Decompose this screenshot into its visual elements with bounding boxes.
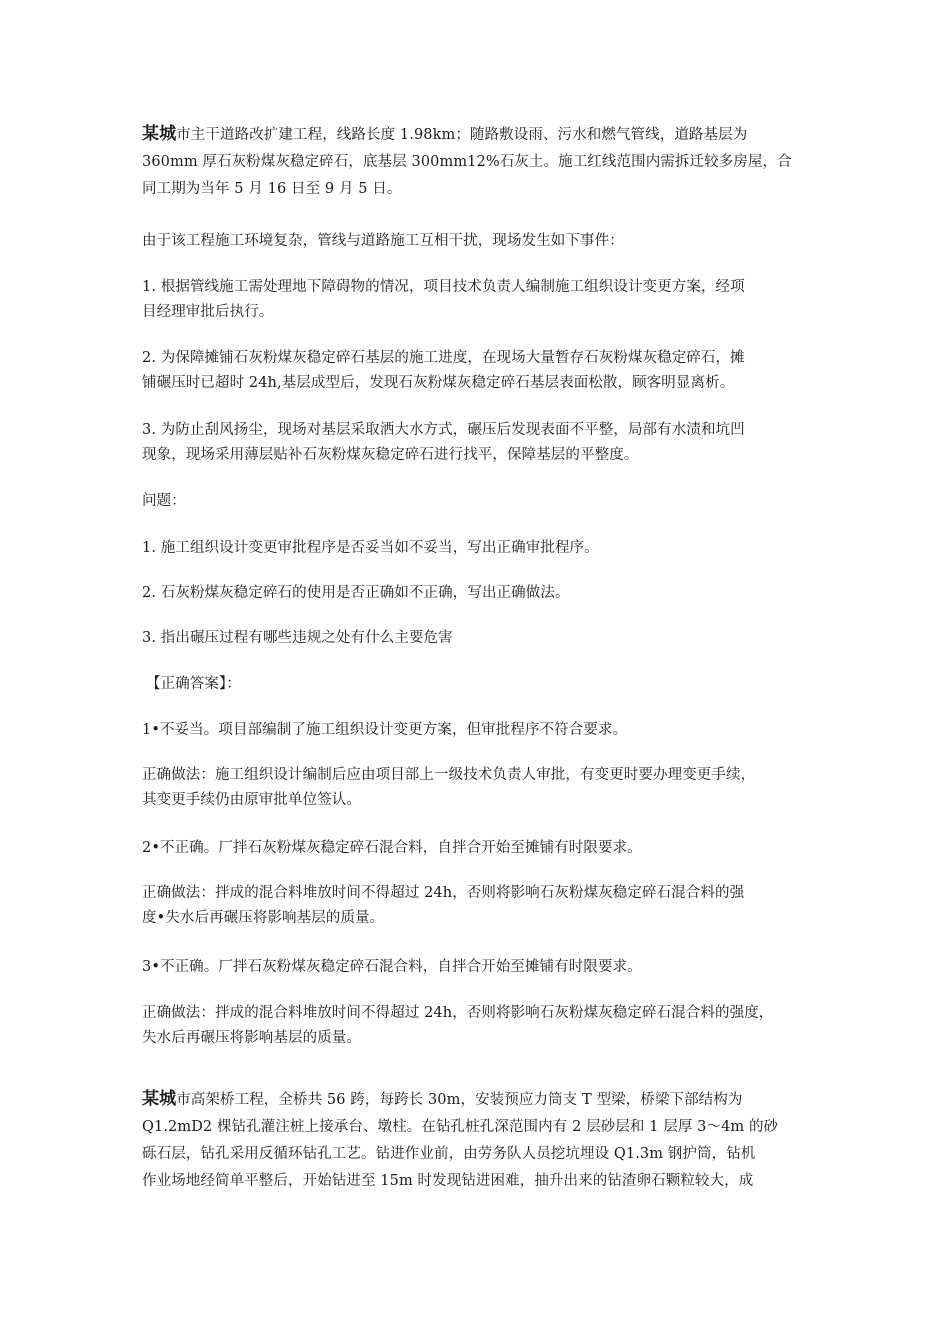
case2-lead: 某城: [142, 1089, 177, 1109]
case2-line1: 市高架桥工程，全桥共 56 跨，每跨长 30m，安装预应力筒支 T 型梁，桥梁下部结构为: [176, 1092, 743, 1108]
case2-description: [142, 1086, 822, 1195]
answer-1: 1•不妥当。项目部编制了施工组织设计变更方案，但审批程序不符合要求。: [142, 722, 628, 738]
question-1: 1. 施工组织设计变更审批程序是否妥当如不妥当，写出正确审批程序。: [142, 540, 599, 556]
event-3: 3. 为防止刮风扬尘，现场对基层采取洒大水方式，碾压后发现表面不平整，局部有水渍和坑凹 现象，现场采用薄层贴补石灰粉煤灰稳定碎石进行找平，保障基层的平整度。: [142, 422, 745, 463]
case1-line2: 360mm 厚石灰粉煤灰稳定碎石，底基层 300mm12%石灰土。施工红线范围内需拆迁较多房屋，合: [142, 154, 792, 170]
event-2: 2. 为保障摊铺石灰粉煤灰稳定碎石基层的施工进度，在现场大量暂存石灰粉煤灰稳定碎石，摊 铺碾压时已超时 24h,基层成型后，发现石灰粉煤灰稳定碎石基层表面松散，顾客明显离析。: [142, 350, 745, 391]
answer-1-fix: 正确做法：施工组织设计编制后应由项目部上一级技术负责人审批，有变更时要办理变更手续， 其变更手续仍由原审批单位签认。: [142, 767, 756, 808]
questions-title: 问题：: [142, 493, 186, 509]
answer-2: 2•不正确。厂拌石灰粉煤灰稳定碎石混合料，自拌合开始至摊铺有时限要求。: [142, 840, 642, 856]
case2-line3: 砾石层，钻孔采用反循环钻孔工艺。钻进作业前，由劳务队人员挖坑埋设 Q1.3m 钢护筒，钻机: [142, 1146, 756, 1162]
case1-line3: 同工期为当年 5 月 16 日至 9 月 5 日。: [142, 181, 402, 197]
question-2: 2. 石灰粉煤灰稳定碎石的使用是否正确如不正确，写出正确做法。: [142, 585, 570, 601]
answer-3: 3•不正确。厂拌石灰粉煤灰稳定碎石混合料，自拌合开始至摊铺有时限要求。: [142, 959, 642, 975]
event-1: 1. 根据管线施工需处理地下障碍物的情况，项目技术负责人编制施工组织设计变更方案，经项 目经理审批后执行。: [142, 279, 745, 320]
case1-lead: 某城: [142, 124, 177, 144]
answer-2-fix: 正确做法：拌成的混合料堆放时间不得超过 24h，否则将影响石灰粉煤灰稳定碎石混合料的强 度•失水后再碾压将影响基层的质量。: [142, 885, 745, 926]
case2-line2: Q1.2mD2 棵钻孔灌注桩上接承台、墩柱。在钻孔桩孔深范围内有 2 层砂层和 1 层厚 3〜4m 的砂: [142, 1119, 779, 1135]
answer-3-fix: 正确做法：拌成的混合料堆放时间不得超过 24h，否则将影响石灰粉煤灰稳定碎石混合料的强度， 失水后再碾压将影响基层的质量。: [142, 1005, 774, 1046]
question-3: 3. 指出碾压过程有哪些违规之处有什么主要危害: [142, 630, 453, 646]
case1-description: [142, 121, 822, 203]
case2-line4: 作业场地经简单平整后，开始钻进至 15m 时发现钻进困难，抽升出来的钻渣卵石颗粒较大，成: [142, 1173, 754, 1189]
case1-intro: 由于该工程施工环境复杂，管线与道路施工互相干扰，现场发生如下事件：: [142, 233, 624, 249]
answer-title: 【正确答案】：: [146, 676, 241, 692]
case1-line1: 市主干道路改扩建工程，线路长度 1.98km；随路敷设雨、污水和燃气管线，道路基层为: [176, 127, 748, 143]
